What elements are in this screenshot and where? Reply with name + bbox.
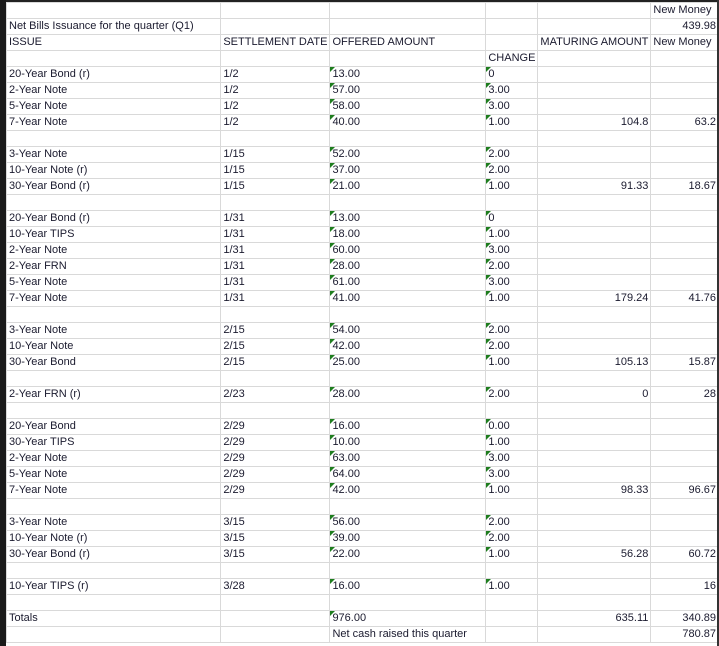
cell-change[interactable]: [486, 595, 538, 611]
cell-new-money[interactable]: [651, 67, 719, 83]
cell-settlement-date[interactable]: [221, 595, 330, 611]
table-row: [7, 211, 719, 227]
cell-offered-amount[interactable]: 58.00: [330, 99, 486, 115]
cell-offered-amount[interactable]: 41.00: [330, 291, 486, 307]
cell-offered-amount[interactable]: 39.00: [330, 531, 486, 547]
cell-issue[interactable]: [7, 3, 221, 19]
cell-change[interactable]: 2.00: [486, 515, 538, 531]
cell-issue[interactable]: 3-Year Note: [7, 147, 221, 163]
cell-offered-amount[interactable]: [330, 499, 486, 515]
cell-change[interactable]: 1.00: [486, 227, 538, 243]
cell-issue[interactable]: 5-Year Note: [7, 467, 221, 483]
cell-offered-amount[interactable]: 13.00: [330, 67, 486, 83]
table-row: [7, 291, 719, 307]
cell-settlement-date[interactable]: [221, 627, 330, 643]
cell-settlement-date[interactable]: 2/29: [221, 451, 330, 467]
cell-maturing-amount[interactable]: 179.24: [538, 291, 651, 307]
cell-maturing-amount[interactable]: [538, 371, 651, 387]
cell-change[interactable]: [486, 371, 538, 387]
cell-offered-amount[interactable]: [330, 195, 486, 211]
cell-offered-amount[interactable]: 54.00: [330, 323, 486, 339]
cell-change[interactable]: 3.00: [486, 99, 538, 115]
cell-offered-amount[interactable]: OFFERED AMOUNT: [330, 35, 486, 51]
cell-offered-amount[interactable]: 64.00: [330, 467, 486, 483]
cell-new-money[interactable]: 16: [651, 579, 719, 595]
table-row: [7, 419, 719, 435]
cell-maturing-amount[interactable]: [538, 307, 651, 323]
cell-maturing-amount[interactable]: [538, 227, 651, 243]
cell-new-money[interactable]: [651, 403, 719, 419]
cell-new-money[interactable]: [651, 227, 719, 243]
cell-settlement-date[interactable]: 1/31: [221, 275, 330, 291]
cell-new-money[interactable]: [651, 275, 719, 291]
cell-issue[interactable]: 2-Year FRN (r): [7, 387, 221, 403]
cell-new-money[interactable]: 28: [651, 387, 719, 403]
cell-maturing-amount[interactable]: [538, 323, 651, 339]
table-row: [7, 403, 719, 419]
cell-issue[interactable]: [7, 403, 221, 419]
cell-settlement-date[interactable]: 3/15: [221, 547, 330, 563]
cell-change[interactable]: 0: [486, 67, 538, 83]
cell-maturing-amount[interactable]: [538, 211, 651, 227]
table-row: [7, 339, 719, 355]
cell-new-money[interactable]: [651, 259, 719, 275]
table-row: [7, 371, 719, 387]
cell-maturing-amount[interactable]: [538, 67, 651, 83]
cell-issue[interactable]: [7, 595, 221, 611]
table-row: [7, 195, 719, 211]
cell-new-money[interactable]: [651, 307, 719, 323]
cell-maturing-amount[interactable]: 635.11: [538, 611, 651, 627]
cell-maturing-amount[interactable]: [538, 595, 651, 611]
cell-issue[interactable]: 30-Year Bond: [7, 355, 221, 371]
cell-issue[interactable]: 3-Year Note: [7, 515, 221, 531]
cell-settlement-date[interactable]: 1/15: [221, 163, 330, 179]
cell-offered-amount[interactable]: 10.00: [330, 435, 486, 451]
cell-new-money[interactable]: 340.89: [651, 611, 719, 627]
cell-offered-amount[interactable]: 28.00: [330, 387, 486, 403]
cell-new-money[interactable]: 18.67: [651, 179, 719, 195]
table-row: [7, 307, 719, 323]
cell-change[interactable]: 2.00: [486, 387, 538, 403]
cell-issue[interactable]: 10-Year Note: [7, 339, 221, 355]
cell-settlement-date[interactable]: 1/31: [221, 227, 330, 243]
cell-settlement-date[interactable]: 1/2: [221, 115, 330, 131]
cell-maturing-amount[interactable]: 104.8: [538, 115, 651, 131]
table-row: [7, 579, 719, 595]
cell-settlement-date[interactable]: [221, 403, 330, 419]
cell-issue[interactable]: [7, 307, 221, 323]
table-row: [7, 499, 719, 515]
cell-settlement-date[interactable]: [221, 51, 330, 67]
table-row: [7, 259, 719, 275]
cell-new-money[interactable]: 60.72: [651, 547, 719, 563]
cell-new-money[interactable]: [651, 163, 719, 179]
cell-maturing-amount[interactable]: [538, 499, 651, 515]
cell-settlement-date[interactable]: 1/15: [221, 179, 330, 195]
cell-new-money[interactable]: [651, 99, 719, 115]
cell-issue[interactable]: 2-Year Note: [7, 83, 221, 99]
cell-settlement-date[interactable]: 1/31: [221, 243, 330, 259]
cell-maturing-amount[interactable]: 56.28: [538, 547, 651, 563]
table-row: [7, 67, 719, 83]
cell-offered-amount[interactable]: [330, 51, 486, 67]
table-row: [7, 435, 719, 451]
cell-settlement-date[interactable]: 1/31: [221, 259, 330, 275]
cell-change[interactable]: [486, 3, 538, 19]
cell-change[interactable]: 1.00: [486, 547, 538, 563]
table-row: [7, 451, 719, 467]
cell-offered-amount[interactable]: 40.00: [330, 115, 486, 131]
cell-maturing-amount[interactable]: 98.33: [538, 483, 651, 499]
cell-settlement-date[interactable]: 1/2: [221, 99, 330, 115]
cell-issue[interactable]: [7, 51, 221, 67]
cell-change[interactable]: [486, 19, 538, 35]
cell-maturing-amount[interactable]: [538, 259, 651, 275]
cell-new-money[interactable]: [651, 323, 719, 339]
cell-maturing-amount[interactable]: [538, 147, 651, 163]
cell-settlement-date[interactable]: 2/29: [221, 483, 330, 499]
cell-change[interactable]: 1.00: [486, 483, 538, 499]
cell-maturing-amount[interactable]: MATURING AMOUNT: [538, 35, 651, 51]
cell-maturing-amount[interactable]: 91.33: [538, 179, 651, 195]
cell-maturing-amount[interactable]: [538, 467, 651, 483]
cell-change[interactable]: 1.00: [486, 355, 538, 371]
cell-issue[interactable]: [7, 195, 221, 211]
cell-settlement-date[interactable]: 1/15: [221, 147, 330, 163]
cell-change[interactable]: [486, 307, 538, 323]
cell-maturing-amount[interactable]: [538, 419, 651, 435]
cell-offered-amount[interactable]: [330, 403, 486, 419]
cell-new-money[interactable]: [651, 515, 719, 531]
cell-maturing-amount[interactable]: [538, 563, 651, 579]
table-row: [7, 595, 719, 611]
cell-change[interactable]: 1.00: [486, 579, 538, 595]
cell-maturing-amount[interactable]: [538, 275, 651, 291]
cell-maturing-amount[interactable]: [538, 339, 651, 355]
cell-issue[interactable]: 30-Year TIPS: [7, 435, 221, 451]
cell-issue[interactable]: 7-Year Note: [7, 483, 221, 499]
cell-settlement-date[interactable]: 2/29: [221, 435, 330, 451]
cell-issue[interactable]: 10-Year Note (r): [7, 531, 221, 547]
cell-offered-amount[interactable]: 61.00: [330, 275, 486, 291]
cell-offered-amount[interactable]: [330, 595, 486, 611]
cell-maturing-amount[interactable]: [538, 579, 651, 595]
table-row: [7, 163, 719, 179]
cell-change[interactable]: 3.00: [486, 275, 538, 291]
cell-maturing-amount[interactable]: [538, 19, 651, 35]
table-row: [7, 275, 719, 291]
cell-maturing-amount[interactable]: [538, 243, 651, 259]
cell-settlement-date[interactable]: [221, 307, 330, 323]
cell-offered-amount[interactable]: 16.00: [330, 419, 486, 435]
cell-new-money[interactable]: 439.98: [651, 19, 719, 35]
cell-offered-amount[interactable]: [330, 19, 486, 35]
cell-new-money[interactable]: [651, 531, 719, 547]
cell-offered-amount[interactable]: Net cash raised this quarter: [330, 627, 486, 643]
cell-maturing-amount[interactable]: [538, 51, 651, 67]
cell-new-money[interactable]: [651, 499, 719, 515]
table-row: [7, 131, 719, 147]
cell-offered-amount[interactable]: 13.00: [330, 211, 486, 227]
cell-new-money[interactable]: [651, 211, 719, 227]
cell-change[interactable]: 0: [486, 211, 538, 227]
cell-new-money[interactable]: 15.87: [651, 355, 719, 371]
cell-new-money[interactable]: [651, 339, 719, 355]
table-row: [7, 355, 719, 371]
cell-issue[interactable]: 20-Year Bond (r): [7, 67, 221, 83]
cell-change[interactable]: [486, 35, 538, 51]
cell-settlement-date[interactable]: 1/2: [221, 67, 330, 83]
cell-change[interactable]: 3.00: [486, 243, 538, 259]
cell-new-money[interactable]: [651, 243, 719, 259]
table-row: [7, 547, 719, 563]
table-row: [7, 467, 719, 483]
cell-offered-amount[interactable]: [330, 307, 486, 323]
cell-offered-amount[interactable]: 42.00: [330, 483, 486, 499]
table-row: [7, 515, 719, 531]
cell-new-money[interactable]: [651, 563, 719, 579]
cell-settlement-date[interactable]: 2/15: [221, 339, 330, 355]
cell-settlement-date[interactable]: 2/29: [221, 419, 330, 435]
cell-new-money[interactable]: [651, 467, 719, 483]
cell-maturing-amount[interactable]: [538, 435, 651, 451]
cell-change[interactable]: [486, 195, 538, 211]
cell-settlement-date[interactable]: 1/31: [221, 211, 330, 227]
cell-change[interactable]: 3.00: [486, 451, 538, 467]
cell-offered-amount[interactable]: 21.00: [330, 179, 486, 195]
cell-offered-amount[interactable]: 28.00: [330, 259, 486, 275]
cell-offered-amount[interactable]: 42.00: [330, 339, 486, 355]
cell-new-money[interactable]: 63.2: [651, 115, 719, 131]
cell-change[interactable]: [486, 131, 538, 147]
cell-settlement-date[interactable]: [221, 611, 330, 627]
cell-settlement-date[interactable]: [221, 3, 330, 19]
cell-change[interactable]: 3.00: [486, 467, 538, 483]
cell-change[interactable]: 1.00: [486, 115, 538, 131]
cell-issue[interactable]: 30-Year Bond (r): [7, 547, 221, 563]
cell-maturing-amount[interactable]: [538, 451, 651, 467]
cell-issue[interactable]: 7-Year Note: [7, 115, 221, 131]
cell-issue[interactable]: 7-Year Note: [7, 291, 221, 307]
cell-change[interactable]: 1.00: [486, 179, 538, 195]
cell-offered-amount[interactable]: 56.00: [330, 515, 486, 531]
table-row: [7, 563, 719, 579]
table-row: [7, 51, 719, 67]
cell-maturing-amount[interactable]: [538, 515, 651, 531]
cell-offered-amount[interactable]: [330, 563, 486, 579]
table-row: [7, 179, 719, 195]
cell-issue[interactable]: 20-Year Bond (r): [7, 211, 221, 227]
cell-change[interactable]: 2.00: [486, 259, 538, 275]
cell-issue[interactable]: 30-Year Bond (r): [7, 179, 221, 195]
cell-settlement-date[interactable]: [221, 499, 330, 515]
cell-maturing-amount[interactable]: [538, 403, 651, 419]
cell-issue[interactable]: 10-Year TIPS (r): [7, 579, 221, 595]
cell-settlement-date[interactable]: 2/29: [221, 467, 330, 483]
cell-settlement-date[interactable]: SETTLEMENT DATE: [221, 35, 330, 51]
cell-change[interactable]: [486, 563, 538, 579]
table-row: [7, 483, 719, 499]
table-row: [7, 83, 719, 99]
table-row: [7, 227, 719, 243]
cell-new-money[interactable]: [651, 131, 719, 147]
cell-settlement-date[interactable]: 2/23: [221, 387, 330, 403]
cell-issue[interactable]: 2-Year FRN: [7, 259, 221, 275]
cell-new-money[interactable]: [651, 51, 719, 67]
cell-issue[interactable]: Totals: [7, 611, 221, 627]
cell-change[interactable]: 3.00: [486, 83, 538, 99]
table-row: [7, 99, 719, 115]
cell-new-money[interactable]: [651, 595, 719, 611]
cell-settlement-date[interactable]: 3/15: [221, 515, 330, 531]
cell-new-money[interactable]: [651, 451, 719, 467]
cell-maturing-amount[interactable]: [538, 83, 651, 99]
cell-offered-amount[interactable]: [330, 371, 486, 387]
cell-maturing-amount[interactable]: 0: [538, 387, 651, 403]
cell-issue[interactable]: 10-Year TIPS: [7, 227, 221, 243]
table-row: [7, 147, 719, 163]
cell-maturing-amount[interactable]: [538, 3, 651, 19]
cell-new-money[interactable]: 780.87: [651, 627, 719, 643]
cell-settlement-date[interactable]: 3/28: [221, 579, 330, 595]
cell-issue[interactable]: 2-Year Note: [7, 243, 221, 259]
cell-settlement-date[interactable]: [221, 371, 330, 387]
cell-change[interactable]: [486, 499, 538, 515]
cell-issue[interactable]: [7, 131, 221, 147]
cell-issue[interactable]: Net Bills Issuance for the quarter (Q1): [7, 19, 221, 35]
spreadsheet-grid: [6, 2, 719, 643]
table-row: [7, 243, 719, 259]
table-row: [7, 611, 719, 627]
cell-settlement-date[interactable]: 3/15: [221, 531, 330, 547]
cell-new-money[interactable]: [651, 435, 719, 451]
cell-issue[interactable]: 20-Year Bond: [7, 419, 221, 435]
cell-change[interactable]: [486, 611, 538, 627]
table-row: [7, 115, 719, 131]
cell-issue[interactable]: [7, 371, 221, 387]
table-row: [7, 387, 719, 403]
cell-new-money[interactable]: [651, 371, 719, 387]
cell-change[interactable]: [486, 403, 538, 419]
cell-offered-amount[interactable]: 18.00: [330, 227, 486, 243]
cell-settlement-date[interactable]: [221, 19, 330, 35]
cell-offered-amount[interactable]: 25.00: [330, 355, 486, 371]
cell-maturing-amount[interactable]: [538, 99, 651, 115]
cell-new-money[interactable]: 41.76: [651, 291, 719, 307]
cell-offered-amount[interactable]: 60.00: [330, 243, 486, 259]
cell-issue[interactable]: 2-Year Note: [7, 451, 221, 467]
cell-change[interactable]: 0.00: [486, 419, 538, 435]
cell-issue[interactable]: [7, 563, 221, 579]
cell-change[interactable]: 1.00: [486, 435, 538, 451]
cell-offered-amount[interactable]: [330, 131, 486, 147]
cell-offered-amount[interactable]: 16.00: [330, 579, 486, 595]
cell-change[interactable]: [486, 627, 538, 643]
cell-maturing-amount[interactable]: [538, 531, 651, 547]
cell-issue[interactable]: 3-Year Note: [7, 323, 221, 339]
cell-maturing-amount[interactable]: [538, 163, 651, 179]
cell-maturing-amount[interactable]: [538, 195, 651, 211]
table-row: [7, 35, 719, 51]
cell-new-money[interactable]: [651, 83, 719, 99]
cell-new-money[interactable]: [651, 147, 719, 163]
cell-maturing-amount[interactable]: [538, 131, 651, 147]
cell-offered-amount[interactable]: [330, 3, 486, 19]
table-row: [7, 3, 719, 19]
cell-change[interactable]: 2.00: [486, 339, 538, 355]
cell-change[interactable]: 2.00: [486, 147, 538, 163]
cell-issue[interactable]: ISSUE: [7, 35, 221, 51]
cell-new-money[interactable]: [651, 195, 719, 211]
cell-change[interactable]: 2.00: [486, 323, 538, 339]
table-row: [7, 531, 719, 547]
cell-settlement-date[interactable]: [221, 195, 330, 211]
cell-settlement-date[interactable]: 1/2: [221, 83, 330, 99]
cell-issue[interactable]: 5-Year Note: [7, 99, 221, 115]
cell-change[interactable]: 2.00: [486, 531, 538, 547]
cell-offered-amount[interactable]: 22.00: [330, 547, 486, 563]
cell-offered-amount[interactable]: 52.00: [330, 147, 486, 163]
cell-settlement-date[interactable]: 1/31: [221, 291, 330, 307]
cell-settlement-date[interactable]: [221, 131, 330, 147]
cell-offered-amount[interactable]: 976.00: [330, 611, 486, 627]
cell-settlement-date[interactable]: [221, 563, 330, 579]
table-row: [7, 323, 719, 339]
cell-settlement-date[interactable]: 2/15: [221, 323, 330, 339]
cell-settlement-date[interactable]: 2/15: [221, 355, 330, 371]
cell-offered-amount[interactable]: 37.00: [330, 163, 486, 179]
cell-maturing-amount[interactable]: 105.13: [538, 355, 651, 371]
cell-change[interactable]: 1.00: [486, 291, 538, 307]
cell-new-money[interactable]: [651, 419, 719, 435]
cell-issue[interactable]: [7, 499, 221, 515]
cell-maturing-amount[interactable]: [538, 627, 651, 643]
cell-new-money[interactable]: 96.67: [651, 483, 719, 499]
cell-new-money[interactable]: New Money: [651, 35, 719, 51]
cell-offered-amount[interactable]: 57.00: [330, 83, 486, 99]
cell-issue[interactable]: 5-Year Note: [7, 275, 221, 291]
cell-new-money[interactable]: New Money: [651, 3, 719, 19]
cell-change[interactable]: CHANGE: [486, 51, 538, 67]
cell-issue[interactable]: [7, 627, 221, 643]
cell-change[interactable]: 2.00: [486, 163, 538, 179]
cell-issue[interactable]: 10-Year Note (r): [7, 163, 221, 179]
table-row: [7, 627, 719, 643]
cell-offered-amount[interactable]: 63.00: [330, 451, 486, 467]
table-row: [7, 19, 719, 35]
